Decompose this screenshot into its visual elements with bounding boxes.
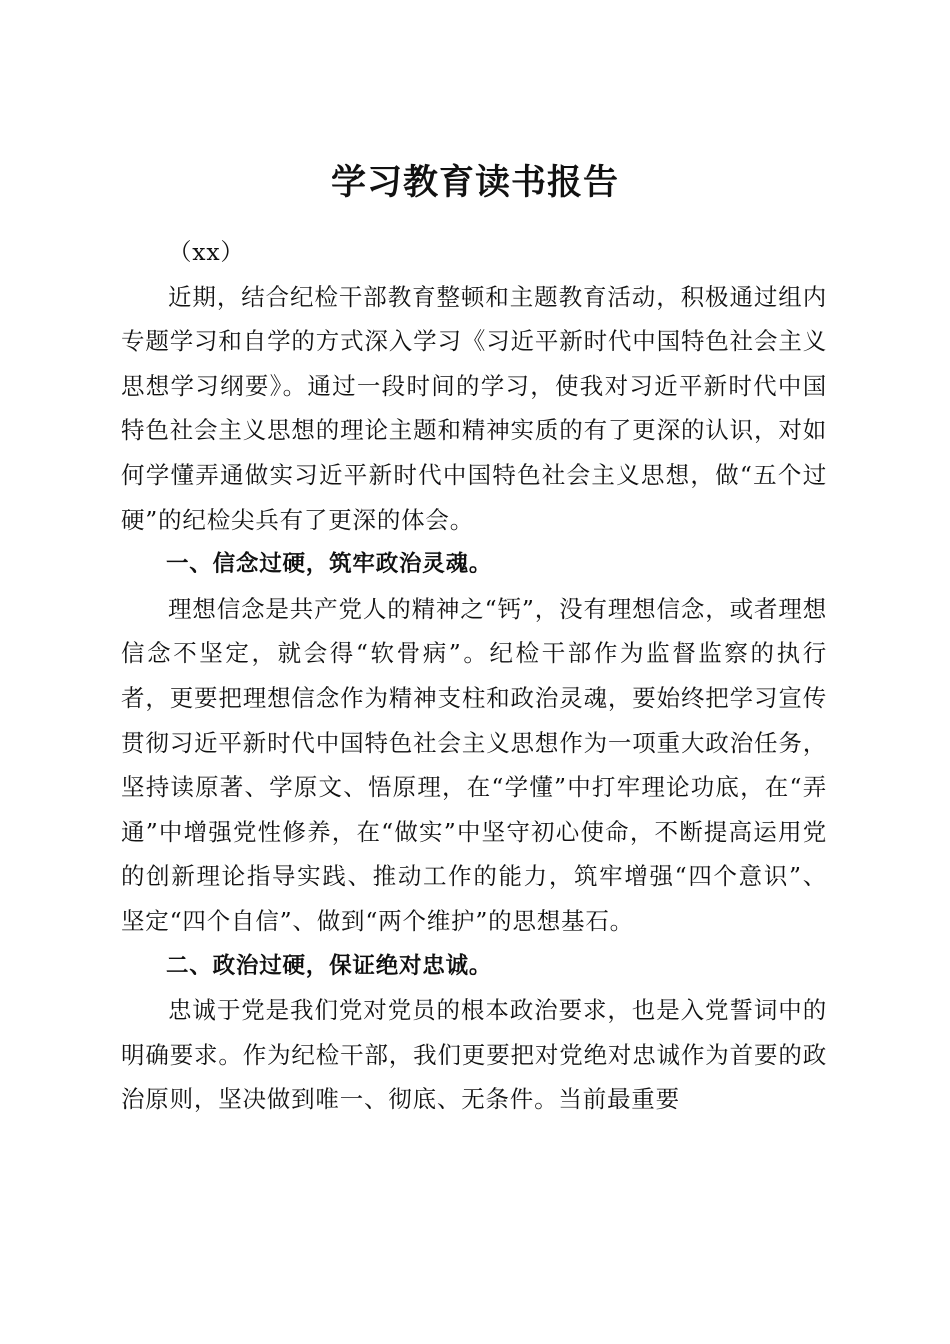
body-paragraph-intro: 近期，结合纪检干部教育整顿和主题教育活动，积极通过组内专题学习和自学的方式深入学习《习近平新时代中国特色社会主义思想学习纲要》。通过一段时间的学习，使我对习近平新时代中国特色社会主义思想的理论主题和精神实质的有了更深的认识，对如何学懂弄通做实习近平新时代中国特色社会主义思想，做“五个过硬”的纪检尖兵有了更深的体会。 xyxy=(121,282,827,534)
document-title: 学习教育读书报告 xyxy=(330,162,619,204)
author-line: （xx） xyxy=(168,238,245,266)
document-body xyxy=(121,230,827,1122)
section-heading-2: 二、政治过硬，保证绝对忠诚。 xyxy=(166,952,493,979)
section-heading-1: 一、信念过硬，筑牢政治灵魂。 xyxy=(166,551,493,578)
body-paragraph-2: 忠诚于党是我们党对党员的根本政治要求，也是入党誓词中的明确要求。作为纪检干部，我们更要把对党绝对忠诚作为首要的政治原则，坚决做到唯一、彻底、无条件。当前最重要 xyxy=(121,996,827,1114)
body-paragraph-1: 理想信念是共产党人的精神之“钙”，没有理想信念，或者理想信念不坚定，就会得“软骨病”。纪检干部作为监督监察的执行者，更要把理想信念作为精神支柱和政治灵魂，要始终把学习宣传贯彻习近平新时代中国特色社会主义思想作为一项重大政治任务，坚持读原著、学原文、悟原理，在“学懂”中打牢理论功底，在“弄通”中增强党性修养，在“做实”中坚守初心使命，不断提高运用党的创新理论指导实践、推动工作的能力，筑牢增强“四个意识”、坚定“四个自信”、做到“两个维护”的思想基石。 xyxy=(121,594,827,935)
